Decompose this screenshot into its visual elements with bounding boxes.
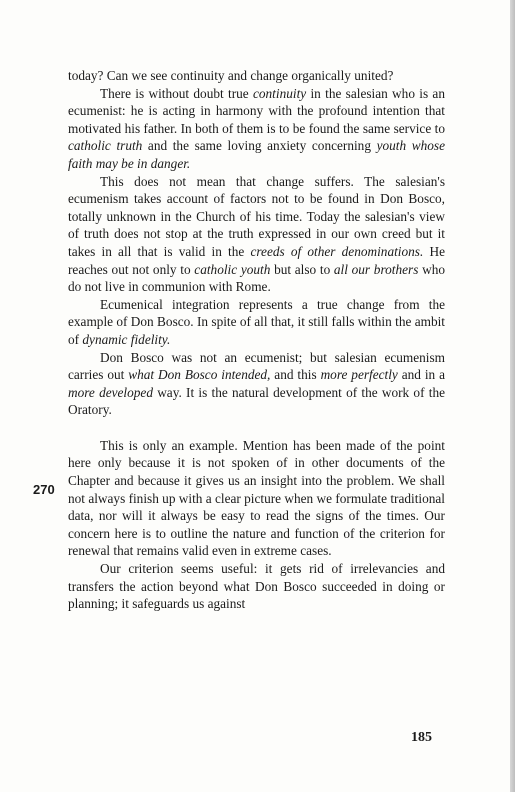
text-run: today? Can we see continuity and change organically united? <box>68 68 394 83</box>
paragraph <box>68 349 445 419</box>
italic-phrase: all our brothers <box>333 261 419 277</box>
text-run: There is without doubt true <box>100 85 253 101</box>
paragraph <box>68 85 445 173</box>
italic-phrase: catholic youth <box>194 261 271 277</box>
italic-phrase: catholic truth <box>68 138 143 154</box>
text-run: Don Bosco was not an ecumenist; but salesian ecumenism carries out <box>68 349 445 383</box>
text-run: Our criterion seems useful: it gets rid of irrelevancies and transfers the action beyond what Don Bosco succeeded in doing or planning; it safeguards us against <box>68 561 445 612</box>
text-run: way. It is the natural development of the work of the Oratory. <box>68 384 445 418</box>
paragraph-number: 270 <box>33 482 55 497</box>
text-run: Ecumenical integration represents a true change from the example of Don Bosco. In spite of all that, it still falls within the ambit of <box>68 296 445 347</box>
italic-phrase: more perfectly <box>320 367 398 383</box>
body-text <box>68 67 445 613</box>
italic-phrase: dynamic fidelity. <box>82 331 171 347</box>
paragraph <box>68 296 445 349</box>
page-number: 185 <box>411 730 432 745</box>
text-run: who do not live in communion with Rome. <box>68 261 445 295</box>
italic-phrase: continuity <box>252 85 307 101</box>
paragraph <box>68 173 445 296</box>
paragraph <box>68 437 445 560</box>
italic-phrase: creeds of other denominations. <box>250 243 424 259</box>
text-run: and this <box>270 367 321 383</box>
text-run: and the same loving anxiety concerning <box>142 138 377 154</box>
italic-phrase: what Don Bosco intended, <box>128 367 271 383</box>
text-run: and in a <box>397 367 446 383</box>
italic-phrase: youth whose faith may be in danger. <box>68 138 445 171</box>
text-run: He reaches out not only to <box>68 243 445 277</box>
scan-edge-shadow <box>510 0 515 792</box>
italic-phrase: more developed <box>68 384 153 400</box>
paragraph <box>68 67 445 85</box>
text-run: but also to <box>270 261 334 277</box>
text-run: This is only an example. Mention has been made of the point here only because it is not spoken of in other documents of the Chapter and because it gives us an insight into the problem. We shall not always finish up with a clear picture when we formulate traditional data, nor will it always be easy to read the signs of the times. Our concern here is to outline the nature and function of the criterion for renewal that remains valid even in extreme cases. <box>68 437 445 559</box>
paragraph <box>68 560 445 613</box>
text-run: in the salesian who is an ecumenist: he is acting in harmony with the profound intention that motivated his father. In both of them is to be found the same service to <box>68 85 445 136</box>
text-run: This does not mean that change suffers. The salesian's ecumenism takes account of factors not to be found in Don Bosco, totally unknown in the Church of his time. Today the salesian's view of truth does not stop at the truth expressed in our own creed but it takes in all that is valid in the <box>68 173 445 259</box>
